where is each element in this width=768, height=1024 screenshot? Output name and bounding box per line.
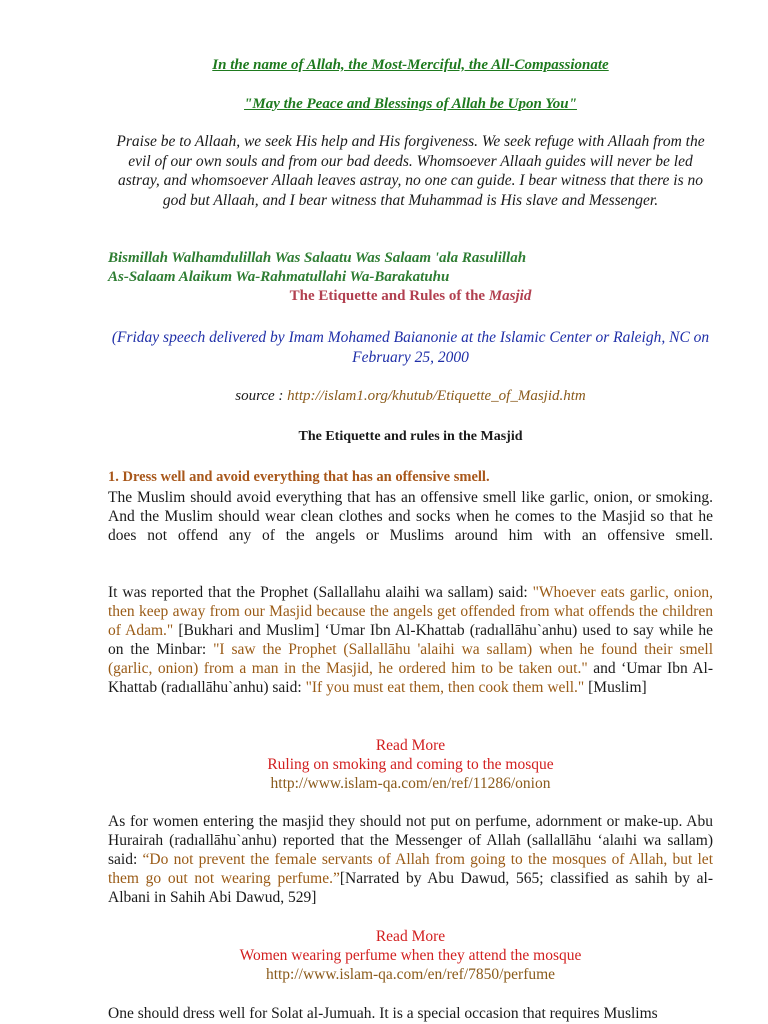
hadith-and: and — [587, 660, 622, 677]
read-more-link-1[interactable]: http://www.islam-qa.com/en/ref/11286/onion — [270, 775, 551, 792]
section-title: The Etiquette and rules in the Masjid — [298, 429, 523, 444]
hadith-quote-2: "I saw the Prophet (Sallallāhu 'alaihi wa sallam) when he found their smell (garlic, onion) from a man in the Masjid, he ordered him to be taken out." — [108, 641, 714, 677]
final-paragraph-start: One should dress well for Solat al-Jumuah. It is a special occasion that requires Muslims — [108, 1005, 658, 1022]
hadith-ref-1: [Bukhari and Muslim] — [173, 622, 325, 639]
page-title-italic: Masjid — [488, 288, 532, 304]
source-link[interactable]: http://islam1.org/khutub/Etiquette_of_Masjid.htm — [287, 388, 586, 404]
read-more-link-2[interactable]: http://www.islam-qa.com/en/ref/7850/perfume — [265, 966, 556, 983]
umar-said-intro: ‘Umar Ibn Al-Khattab (radıallāhu`anhu) said: — [108, 660, 713, 696]
read-more-block-1 — [108, 736, 713, 793]
greeting-line-1: Bismillah Walhamdulillah Was Salaatu Was Salaam 'ala Rasulillah — [108, 250, 527, 266]
greeting-block — [108, 249, 713, 287]
hadith-intro: It was reported that the Prophet (Sallallahu alaihi wa sallam) said: — [108, 584, 533, 601]
speech-note: (Friday speech delivered by Imam Mohamed Baianonie at the Islamic Center or Raleigh, NC on February 25, 2000 — [111, 329, 710, 366]
read-more-label-2[interactable]: Read More — [375, 928, 446, 945]
header-bismillah-line: In the name of Allah, the Most-Merciful, the All-Compassionate — [212, 57, 609, 73]
page-title-main: The Etiquette and Rules of the — [289, 288, 489, 304]
hadith-quote-1: "Whoever eats garlic, onion, then keep away from our Masjid because the angels get offended from what offends the children of Adam." — [108, 584, 713, 639]
header-peace-line: "May the Peace and Blessings of Allah be Upon You" — [244, 96, 577, 112]
source-line — [108, 388, 713, 405]
women-quote: “Do not prevent the female servants of Allah from going to the mosques of Allah, but let them go out not wearing perfume.” — [108, 851, 713, 887]
women-paragraph — [108, 812, 713, 907]
read-more-title-1[interactable]: Ruling on smoking and coming to the mosque — [267, 756, 554, 773]
women-intro: As for women entering the masjid they should not put on perfume, adornment or make-up. — [108, 813, 687, 830]
page-title — [108, 288, 713, 305]
women-narrator: Abu Hurairah (radıallāhu`anhu) reported that the Messenger of Allah (sallallāhu ‘alaıhi wa sallam) said: — [108, 813, 713, 868]
source-label: source : — [235, 388, 288, 404]
point-1-heading: 1. Dress well and avoid everything that has an offensive smell. — [108, 469, 490, 485]
hadith-paragraph — [108, 583, 713, 697]
read-more-block-2 — [108, 927, 713, 984]
read-more-label-1[interactable]: Read More — [375, 737, 446, 754]
women-ref: [Narrated by Abu Dawud, 565; classified as sahih by al-Albani in Sahih Abi Dawud, 529] — [108, 870, 714, 906]
praise-paragraph: Praise be to Allaah, we seek His help and His forgiveness. We seek refuge with Allaah from the evil of our own souls and from our bad deeds. Whomsoever Allaah guides will never be led astray, and whomsoever Allaah leaves astray, no one can guide. I bear witness that there is no god but Allaah, and I bear witness that Muhammad is His slave and Messenger. — [116, 133, 705, 209]
umar-saying-intro: ‘Umar Ibn Al-Khattab (radıallāhu`anhu) used to say while he on the Minbar: — [108, 622, 713, 658]
read-more-title-2[interactable]: Women wearing perfume when they attend the mosque — [239, 947, 582, 964]
greeting-line-2: As-Salaam Alaikum Wa-Rahmatullahi Wa-Barakatuhu — [108, 269, 450, 285]
hadith-quote-3: "If you must eat them, then cook them well." — [305, 679, 585, 696]
hadith-ref-2: [Muslim] — [584, 679, 647, 696]
point-1-body: The Muslim should avoid everything that has an offensive smell like garlic, onion, or smoking. And the Muslim should wear clean clothes and socks when he comes to the Masjid so that he does not offend any of the angels or Muslims around him with an offensive smell. — [108, 489, 713, 544]
